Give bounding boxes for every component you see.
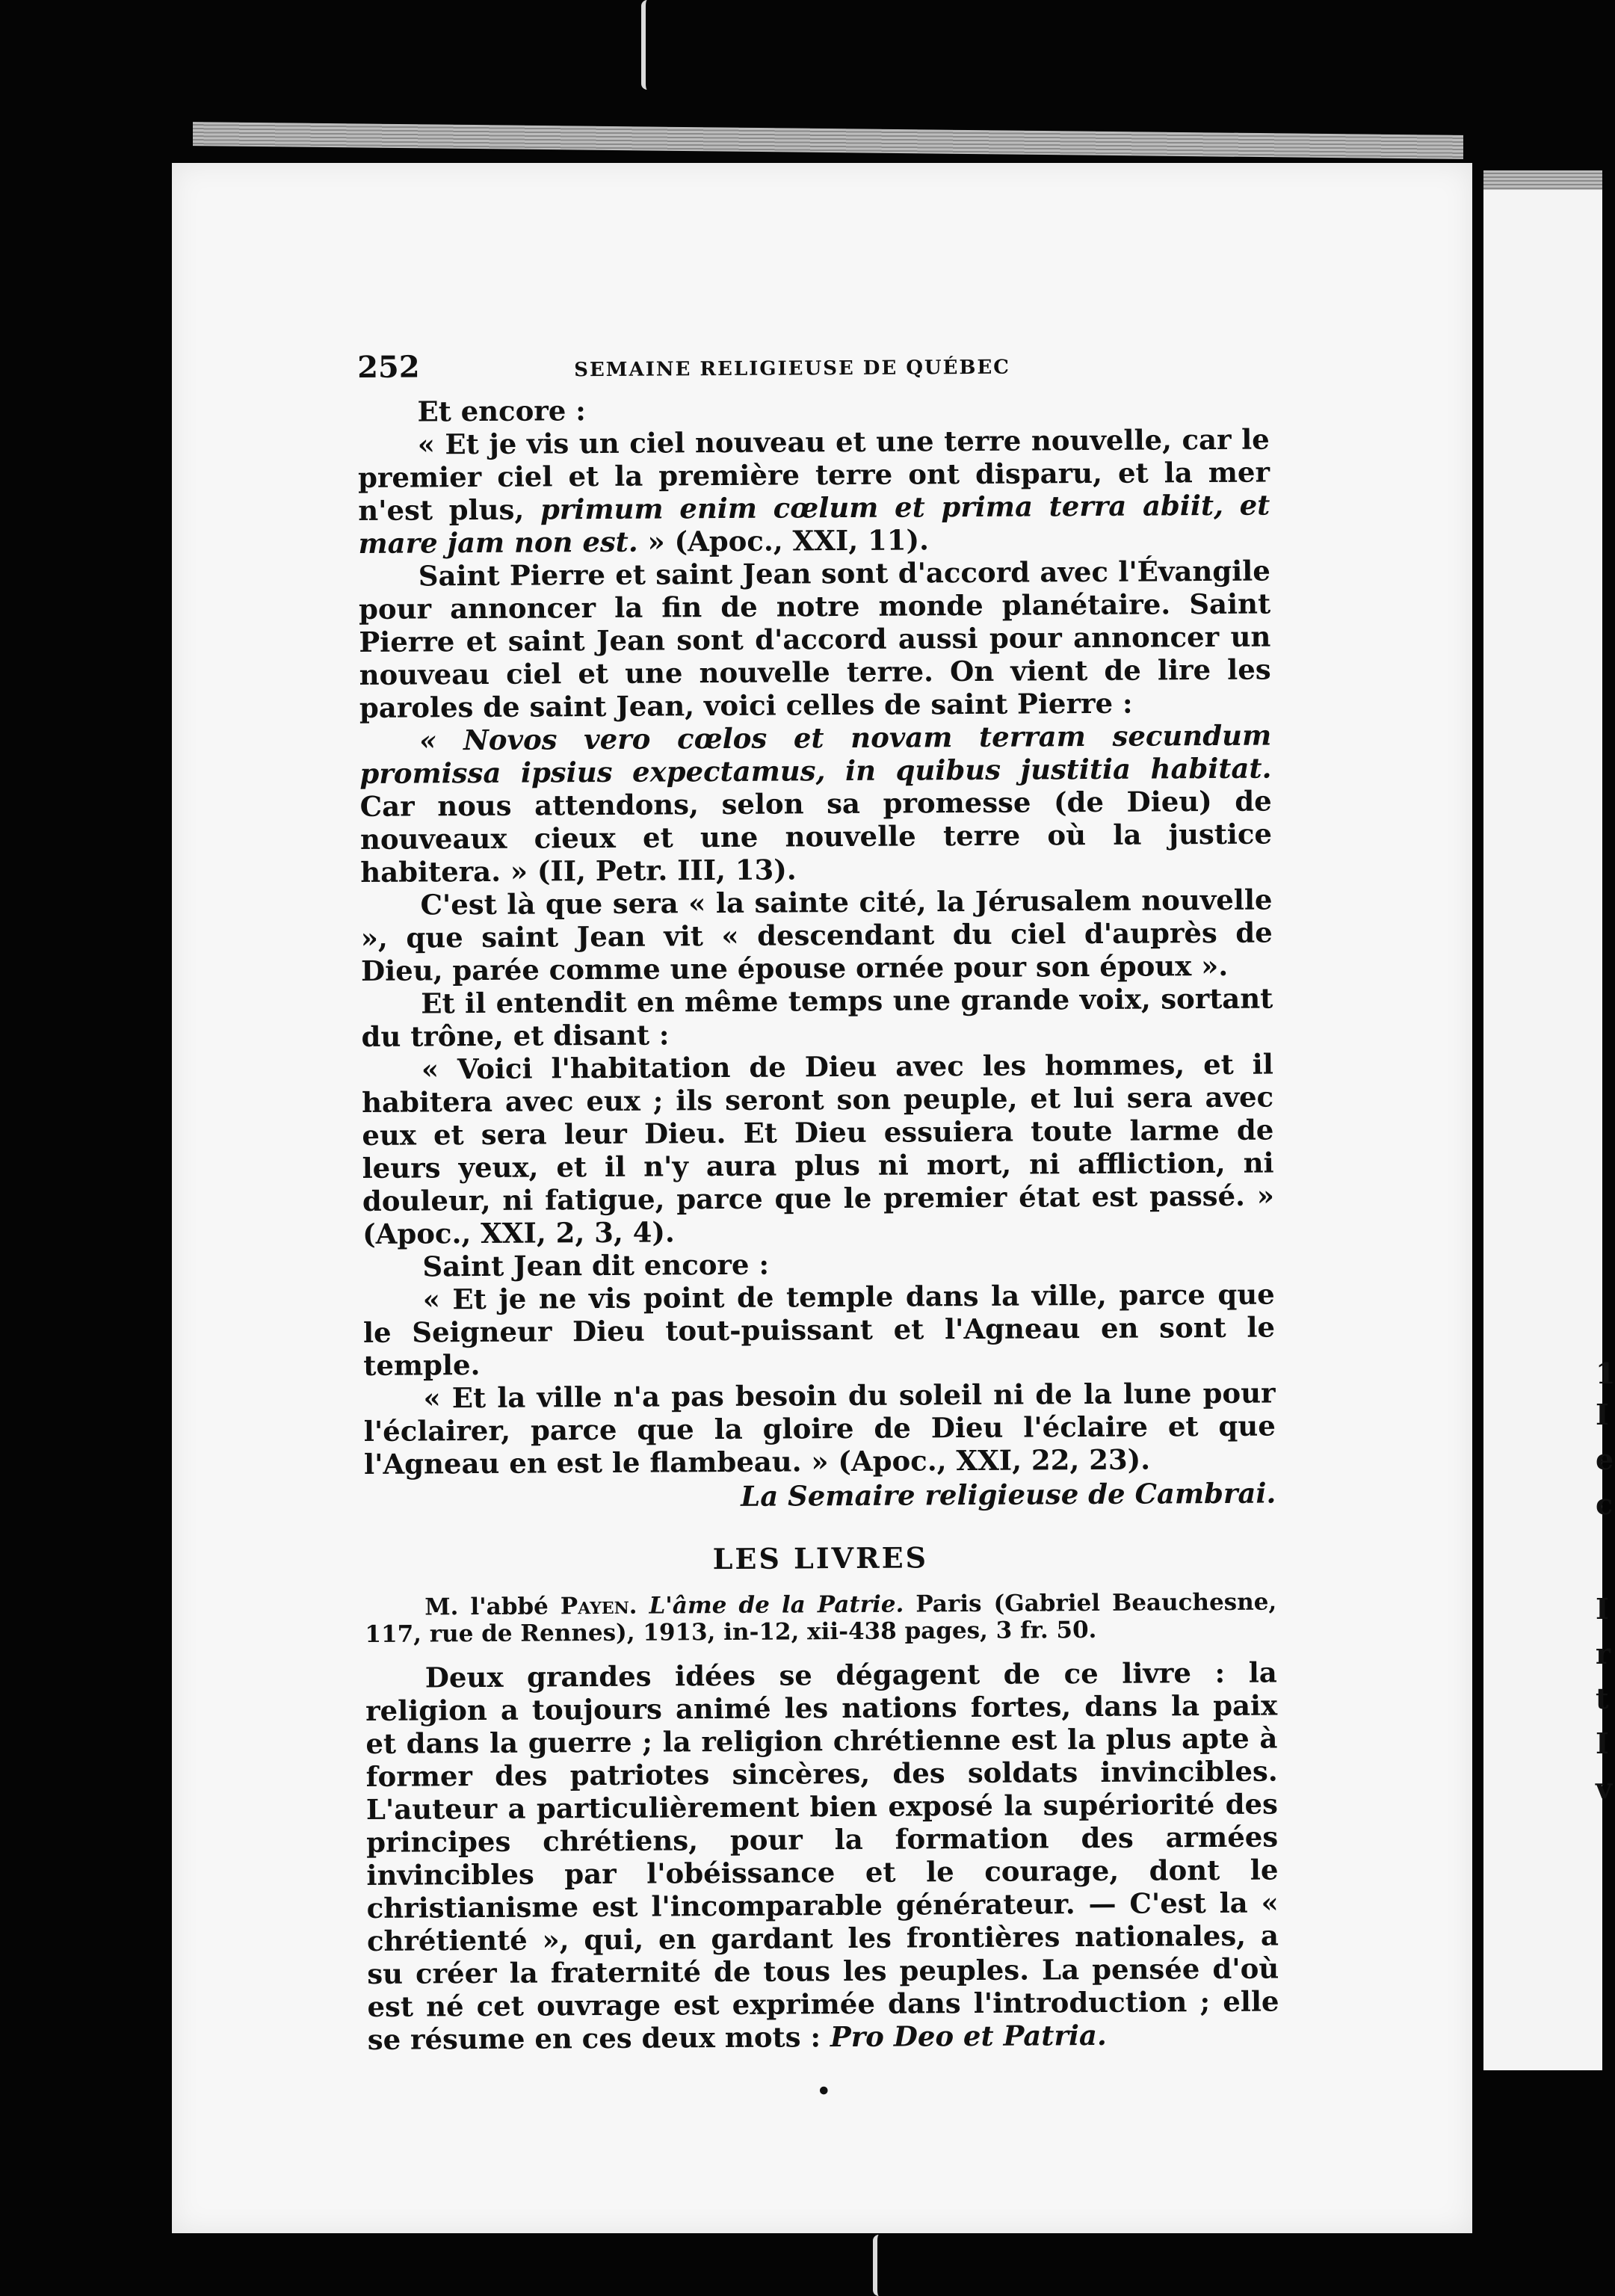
running-head: SEMAINE RELIGIEUSE DE QUÉBEC xyxy=(574,356,1011,382)
paragraph: Et encore : xyxy=(417,394,587,428)
page-number: 252 xyxy=(356,349,420,385)
facing-page-fragment: r xyxy=(1596,1637,1611,1670)
section-title: LES LIVRES xyxy=(712,1540,929,1576)
page-header xyxy=(357,346,1269,388)
publication-details: Paris (Gabriel Beauchesne, 117, rue de Rennes), 1913, in-12, xii-438 pages, 3 fr. 50. xyxy=(365,1588,1277,1648)
author-prefix: M. l'abbé xyxy=(424,1593,561,1621)
end-mark: • xyxy=(816,2079,831,2105)
latin-quote: primum enim cœlum et prima terra abiit, et mare jam non est. xyxy=(358,488,1270,560)
review-text: Deux grandes idées se dégagent de ce livre : la religion a toujours animé les nations fortes, dans la paix et dans la guerre ; la religion chrétienne est la plus apte à former des patriotes sincères, des soldats invincibles. L'auteur a particulièrement bien exposé la supériorité des principes chrétiens, pour la formation des armées invincibles par l'obéissance et le courage, dont le christianisme est l'incomparable générateur. — C'est la « chrétienté », qui, en gardant les frontières nationales, a su créer la fraternité de tous les peuples. La pensée d'où est né cet ouvrage est exprimée dans l'introduction ; elle se résume en ces deux mots : xyxy=(365,1655,1279,2056)
book-title: L'âme de la Patrie. xyxy=(649,1590,904,1620)
facing-page-fragment: I xyxy=(1596,1592,1609,1626)
facing-page-fragment: I xyxy=(1596,1726,1609,1760)
quote-paragraph xyxy=(358,423,1270,560)
paragraph: C'est là que sera « la sainte cité, la Jérusalem nouvelle », que saint Jean vit « descendant du ciel d'auprès de Dieu, parée comme une épouse ornée pour son époux ». xyxy=(360,883,1273,987)
facing-page xyxy=(1483,179,1615,2070)
motto: Pro Deo et Patria. xyxy=(830,2018,1107,2054)
quote-paragraph: « Voici l'habitation de Dieu avec les hommes, et il habitera avec eux ; ils seront son peuple, et lui sera avec eux et sera leur Dieu. Et Dieu essuiera toute larme de leurs yeux, et il n'y aura plus ni mort, ni affliction, ni douleur, ni fatigue, parce que le premier état est passé. » (Apoc., XXI, 2, 3, 4). xyxy=(362,1047,1275,1250)
facing-page-fragment: I xyxy=(1596,1398,1609,1431)
paragraph: Saint Jean dit encore : xyxy=(422,1247,770,1283)
quote-text: Car nous attendons, selon sa promesse (de Dieu) de nouveaux cieux et une nouvelle terre où la justice habitera. » (II, Petr. III, 13). xyxy=(359,784,1273,889)
quote-paragraph xyxy=(359,719,1272,889)
paragraph: Saint Pierre et saint Jean sont d'accord avec l'Évangile pour annoncer la fin de notre monde planétaire. Saint Pierre et saint Jean sont d'accord aussi pour annoncer un nouveau ciel et une nouvelle terre. On vient de lire les paroles de saint Jean, voici celles de saint Pierre : xyxy=(358,554,1271,724)
signature: La Semaire religieuse de Cambrai. xyxy=(741,1476,1276,1513)
facing-page-edge xyxy=(1483,170,1602,190)
author-name: Payen xyxy=(560,1592,629,1620)
quote-text: « Et je vis un ciel nouveau et une terre nouvelle, car le premier ciel et la première terre ont disparu, et la mer n'est plus, xyxy=(357,422,1270,527)
quote-paragraph: « Et la ville n'a pas besoin du soleil ni de la lune pour l'éclairer, parce que la gloire de Dieu l'éclaire et que l'Agneau en est le flambeau. » (Apoc., XXI, 22, 23). xyxy=(363,1376,1276,1481)
facing-page-fragment: e xyxy=(1596,1442,1614,1476)
page-clip xyxy=(641,0,676,90)
quote-paragraph: « Et je ne vis point de temple dans la ville, parce que le Seigneur Dieu tout-puissant et l'Agneau en sont le temple. xyxy=(362,1277,1276,1382)
page-content xyxy=(357,346,1279,2111)
paragraph: Et il entendit en même temps une grande voix, sortant du trône, et disant : xyxy=(361,981,1273,1053)
page-edge-stack xyxy=(193,122,1463,159)
latin-quote: « Novos vero cœlos et novam terram secundum promissa ipsius expectamus, in quibus justitia habitat. xyxy=(359,718,1272,790)
review-paragraph xyxy=(365,1656,1279,2056)
book-reference: M. l'abbé Payen. L'âme de la Patrie. Paris (Gabriel Beauchesne, 117, rue de Rennes), 1913, in-12, xii-438 pages, 3 fr. 50. xyxy=(365,1588,1277,1648)
facing-page-fragment: v xyxy=(1596,1771,1613,1805)
facing-page-fragment: c xyxy=(1596,1487,1614,1521)
citation: » (Apoc., XXI, 11). xyxy=(637,523,930,558)
facing-page-fragment: t xyxy=(1596,1682,1609,1715)
page-clip xyxy=(873,2235,907,2296)
facing-page-fragment: 1 xyxy=(1596,1357,1615,1390)
